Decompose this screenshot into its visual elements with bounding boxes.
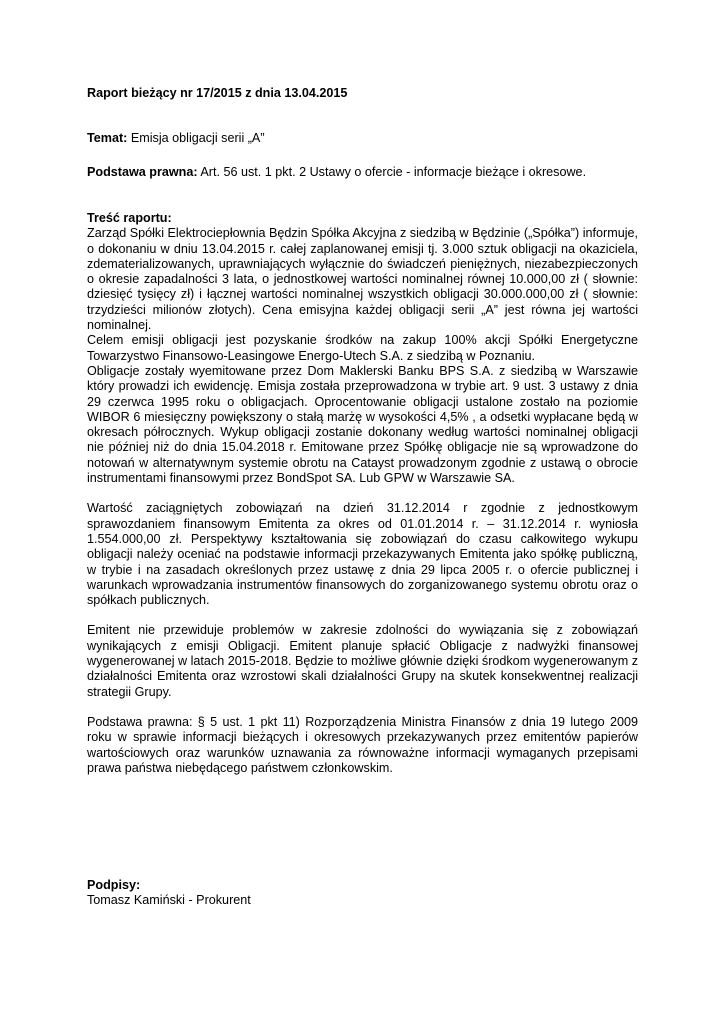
content-paragraph: Celem emisji obligacji jest pozyskanie środków na zakup 100% akcji Spółki Energetyczne Towarzystwo Finansowo-Leasingowe Energo-Utech S.A. z siedzibą w Poznaniu. xyxy=(87,333,638,363)
signatures-label: Podpisy: xyxy=(87,878,141,892)
legal-basis-value: Art. 56 ust. 1 pkt. 2 Ustawy o ofercie - informacje bieżące i okresowe. xyxy=(200,165,587,179)
content-paragraph: Wartość zaciągniętych zobowiązań na dzień 31.12.2014 r zgodnie z jednostkowym sprawozdaniem finansowym Emitenta za okres od 01.01.2014 r. – 31.12.2014 r. wyniosła 1.554.000,00 zł. Perspektywy kształtowania się zobowiązań do czasu całkowitego wykupu obligacji należy oceniać na podstawie informacji przekazywanych Emitenta jako spółkę publiczną, w trybie i na zasadach określonych przez ustawę z dnia 29 lipca 2005 r. o ofercie publicznej i warunkach wprowadzania instrumentów finansowych do zorganizowanego systemu obrotu oraz o spółkach publicznych. xyxy=(87,501,638,608)
report-title: Raport bieżący nr 17/2015 z dnia 13.04.2015 xyxy=(87,86,348,100)
subject-line xyxy=(87,131,638,146)
legal-basis-line xyxy=(87,165,638,180)
legal-basis-label: Podstawa prawna: xyxy=(87,165,198,179)
content-paragraph: Obligacje zostały wyemitowane przez Dom Maklerski Banku BPS S.A. z siedzibą w Warszawie który prowadzi ich ewidencję. Emisja została przeprowadzona w trybie art. 9 ust. 3 ustawy z dnia 29 czerwca 1995 roku o obligacjach. Oprocentowanie obligacji ustalone zostało na poziomie WIBOR 6 miesięczny powiększony o stałą marżę w wysokości 4,5% , a odsetki wypłacane będą w okresach półrocznych. Wykup obligacji zostanie dokonany według wartości nominalnej obligacji nie później niż do dnia 15.04.2018 r. Emitowane przez Spółkę obligacje nie są wprowadzone do notowań w alternatywnym systemie obrotu na Catayst prowadzonym zgodnie z ustawą o obrocie instrumentami finansowymi przez BondSpot SA. Lub GPW w Warszawie SA. xyxy=(87,363,638,486)
signatures-section xyxy=(87,878,638,909)
report-content xyxy=(87,211,638,776)
signatory-name: Tomasz Kamiński - Prokurent xyxy=(87,893,251,908)
content-paragraph: Zarząd Spółki Elektrociepłownia Będzin Spółka Akcyjna z siedzibą w Będzinie („Spółka”) informuje, o dokonaniu w dniu 13.04.2015 r. całej zaplanowanej emisji tj. 3.000 sztuk obligacji na okaziciela, zdematerializowanych, uprawniających wyłącznie do świadczeń pieniężnych, niezabezpieczonych o okresie zapadalności 3 lata, o jednostkowej wartości nominalnej równej 10.000,00 zł ( słownie: dziesięć tysięcy zł) i łącznej wartości nominalnej wszystkich obligacji 30.000.000,00 zł ( słownie: trzydzieści milionów złotych). Cena emisyjna każdej obligacji serii „A” jest równa jej wartości nominalnej. xyxy=(87,226,638,333)
subject-label: Temat: xyxy=(87,131,128,145)
content-paragraph: Emitent nie przewiduje problemów w zakresie zdolności do wywiązania się z zobowiązań wynikających z emisji Obligacji. Emitent planuje spłacić Obligacje z nadwyżki finansowej wygenerowanej w latach 2015-2018. Będzie to możliwe głównie dzięki środkom wygenerowanym z działalności Emitenta oraz wzrostowi skali działalności Grupy na skutek konsekwentnej realizacji strategii Grupy. xyxy=(87,623,638,699)
content-paragraph: Podstawa prawna: § 5 ust. 1 pkt 11) Rozporządzenia Ministra Finansów z dnia 19 lutego 2009 roku w sprawie informacji bieżących i okresowych przekazywanych przez emitentów papierów wartościowych oraz warunków uznawania za równoważne informacji wymaganych przepisami prawa państwa niebędącego państwem członkowskim. xyxy=(87,714,638,775)
subject-value: Emisja obligacji serii „A” xyxy=(130,131,265,145)
content-label: Treść raportu: xyxy=(87,211,172,225)
